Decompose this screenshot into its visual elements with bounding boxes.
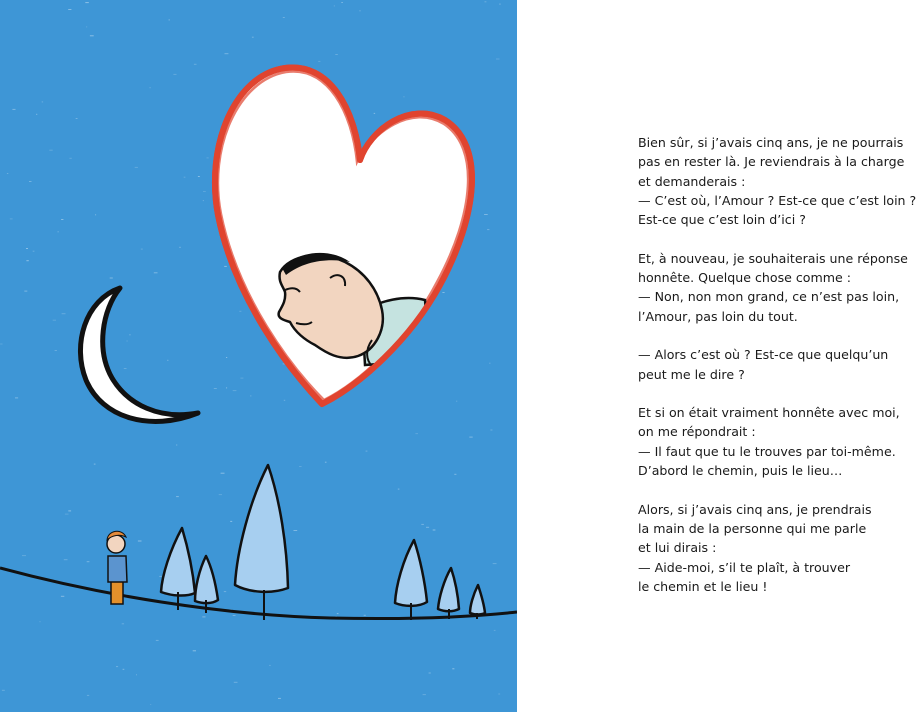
speckle: [250, 395, 251, 396]
speckle: [22, 555, 26, 556]
speckle: [64, 559, 68, 560]
speckle: [156, 640, 159, 641]
speckle: [442, 292, 444, 293]
speckle: [269, 665, 270, 666]
speckle: [87, 695, 89, 696]
speckle: [24, 291, 27, 292]
text-line: — Aide-moi, s’il te plaît, à trouver: [638, 559, 851, 575]
speckle: [49, 150, 52, 151]
speckle: [335, 54, 338, 55]
speckle: [284, 400, 285, 401]
speckle: [90, 35, 94, 36]
speckle: [226, 357, 227, 358]
speckle: [184, 177, 186, 178]
speckle: [484, 214, 488, 215]
speckle: [207, 157, 209, 158]
speckle: [341, 2, 343, 3]
speckle: [219, 494, 222, 495]
speckle: [76, 118, 78, 119]
text-line: peut me le dire ?: [638, 366, 745, 382]
speckle: [36, 114, 37, 115]
speckle: [233, 390, 237, 391]
speckle: [176, 496, 179, 497]
paragraph: [638, 500, 918, 596]
speckle: [214, 388, 217, 389]
speckle: [203, 200, 204, 201]
speckle: [138, 541, 142, 542]
speckle: [0, 344, 2, 345]
text-line: Est-ce que c’est loin d’ici ?: [638, 212, 806, 228]
text-line: le chemin et le lieu !: [638, 578, 768, 594]
text-line: D’abord le chemin, puis le lieu…: [638, 463, 843, 479]
speckle: [110, 278, 113, 279]
text-line: pas en rester là. Je reviendrais à la charge: [638, 154, 905, 170]
speckle: [58, 231, 59, 232]
story-text: [638, 133, 918, 615]
text-line: Et, à nouveau, je souhaiterais une réponse: [638, 250, 908, 266]
speckle: [169, 19, 170, 20]
speckle: [469, 437, 472, 438]
speckle: [489, 363, 490, 364]
text-line: Bien sûr, si j’avais cinq ans, je ne pourrais: [638, 135, 904, 150]
speckle: [29, 181, 32, 182]
text-line: et lui dirais :: [638, 540, 717, 556]
speckle: [490, 430, 492, 431]
speckle: [55, 350, 57, 351]
speckle: [136, 674, 137, 675]
speckle: [421, 524, 424, 525]
text-line: Alors, si j’avais cinq ans, je prendrais: [638, 501, 872, 517]
speckle: [496, 59, 500, 60]
speckle: [499, 4, 500, 5]
speckle: [198, 176, 200, 177]
speckle: [415, 433, 418, 434]
speckle: [124, 368, 127, 369]
text-line: Et si on était vraiment honnête avec moi,: [638, 405, 900, 421]
speckle: [224, 591, 226, 592]
speckle: [42, 101, 43, 102]
speckle: [95, 214, 96, 215]
speckle: [7, 173, 8, 174]
speckle: [202, 616, 205, 617]
speckle: [318, 61, 320, 62]
speckle: [68, 510, 71, 511]
speckle: [176, 445, 177, 446]
speckle: [69, 158, 71, 159]
speckle: [116, 666, 118, 667]
speckle: [278, 698, 281, 699]
speckle: [159, 576, 161, 577]
speckle: [423, 694, 426, 695]
speckle: [299, 466, 302, 467]
speckle: [86, 26, 87, 27]
text-line: et demanderais :: [638, 173, 746, 189]
speckle: [193, 650, 196, 651]
speckle: [87, 561, 90, 562]
speckle: [135, 167, 138, 168]
speckle: [68, 9, 71, 10]
speckle: [33, 251, 35, 252]
speckle: [61, 596, 64, 597]
speckle: [53, 320, 56, 321]
paragraph: [638, 133, 918, 229]
text-line: honnête. Quelque chose comme :: [638, 270, 852, 286]
speckle: [10, 218, 13, 219]
speckle: [403, 96, 405, 97]
speckle: [433, 530, 436, 531]
speckle: [224, 266, 227, 267]
speckle: [225, 53, 229, 54]
speckle: [85, 2, 89, 3]
speckle: [123, 669, 125, 670]
speckle: [364, 615, 366, 616]
paragraph: [638, 403, 918, 480]
speckle: [426, 527, 429, 528]
speckle: [226, 387, 227, 388]
speckle: [26, 260, 28, 261]
speckle: [359, 10, 360, 11]
speckle: [230, 521, 232, 522]
text-line: on me répondrait :: [638, 424, 756, 440]
speckle: [283, 17, 285, 18]
speckle: [61, 219, 63, 220]
speckle: [12, 109, 15, 110]
speckle: [454, 474, 456, 475]
speckle: [374, 113, 375, 114]
speckle: [62, 313, 66, 314]
text-line: — C’est où, l’Amour ? Est-ce que c’est loin ?: [638, 192, 917, 208]
speckle: [429, 673, 431, 674]
speckle: [398, 489, 400, 490]
speckle: [173, 74, 176, 75]
speckle: [15, 397, 18, 398]
text-line: — Il faut que tu le trouves par toi-même.: [638, 443, 896, 459]
speckle: [485, 1, 487, 2]
speckle: [154, 272, 158, 273]
speckle: [337, 613, 339, 614]
speckle: [366, 451, 368, 452]
speckle: [494, 630, 496, 631]
speckle: [252, 37, 254, 38]
speckle: [325, 462, 327, 463]
speckle: [221, 473, 225, 474]
speckle: [334, 5, 335, 6]
speckle: [26, 248, 28, 249]
speckle: [194, 64, 197, 65]
speckle: [294, 530, 298, 531]
speckle: [129, 334, 130, 335]
speckle: [127, 341, 128, 342]
speckle: [487, 229, 489, 230]
speckle: [203, 191, 206, 192]
speckle: [452, 668, 454, 669]
speckle: [233, 615, 236, 616]
speckle: [498, 694, 500, 695]
speckle: [2, 690, 5, 691]
speckle: [456, 401, 457, 402]
speckle: [167, 360, 168, 361]
speckle: [141, 249, 143, 250]
speckle: [122, 623, 124, 624]
text-panel: [517, 0, 924, 712]
speckle: [39, 621, 40, 622]
speckle: [150, 704, 151, 705]
speckle: [94, 464, 96, 465]
speckle: [65, 514, 69, 515]
text-line: — Non, non mon grand, ce n’est pas loin,: [638, 289, 900, 305]
text-line: la main de la personne qui me parle: [638, 520, 867, 536]
paragraph: [638, 345, 918, 384]
speckle: [240, 378, 243, 379]
speckle: [239, 311, 241, 312]
text-line: l’Amour, pas loin du tout.: [638, 308, 798, 324]
speckle: [149, 87, 150, 88]
text-line: — Alors c’est où ? Est-ce que quelqu’un: [638, 347, 889, 363]
speckle: [179, 247, 180, 248]
speckle: [234, 682, 238, 683]
speckle: [493, 563, 497, 564]
paragraph: [638, 249, 918, 326]
